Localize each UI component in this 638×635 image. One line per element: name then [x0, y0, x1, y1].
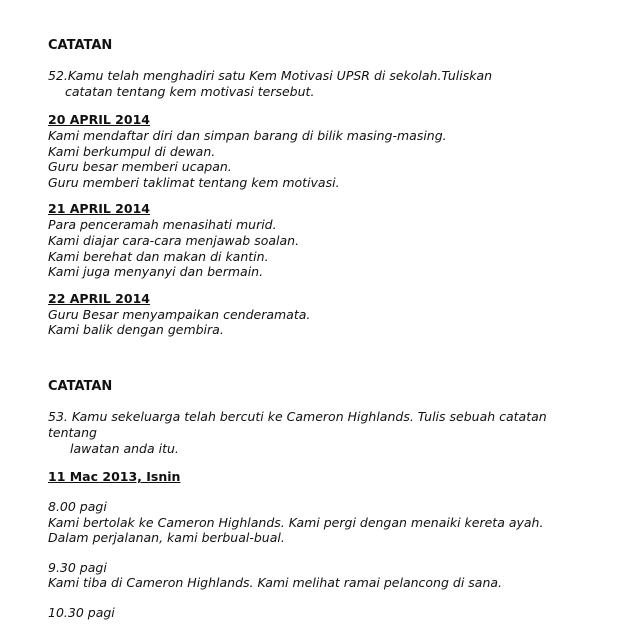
entry-line: Dalam perjalanan, kami berbual-bual. [48, 530, 285, 546]
question-text-continued: lawatan anda itu. [70, 440, 179, 456]
section-heading: CATATAN [48, 378, 113, 394]
entry-line: Kami balik dengan gembira. [48, 322, 224, 338]
section-spacer [48, 349, 608, 377]
entry-line: Kami bertolak ke Cameron Highlands. Kami pergi dengan menaiki kereta ayah. [48, 514, 544, 530]
question-text: 53. Kamu sekeluarga telah bercuti ke Cameron Highlands. Tulis sebuah catatan [48, 408, 547, 424]
entry-line: Guru memberi taklimat tentang kem motivasi. [48, 174, 340, 190]
time-label: 9.30 pagi [48, 559, 107, 575]
question-text-continued: catatan tentang kem motivasi tersebut. [65, 84, 315, 99]
time-entry [48, 605, 608, 621]
entry-line: Kami tiba di Cameron Highlands. Kami melihat ramai pelancong di sana. [48, 575, 502, 591]
entry-date: 11 Mac 2013, Isnin [48, 468, 181, 484]
entry-line: Kami diajar cara-cara menjawab soalan. [48, 232, 300, 248]
entry-block [48, 201, 608, 279]
entry-date: 21 APRIL 2014 [48, 201, 150, 217]
entry-line: Guru besar memberi ucapan. [48, 159, 232, 175]
spacer [48, 485, 608, 499]
entry-date: 20 APRIL 2014 [48, 112, 150, 127]
section-heading: CATATAN [48, 38, 113, 53]
time-label: 10.30 pagi [48, 604, 115, 620]
entry-line: Kami juga menyanyi dan bermain. [48, 264, 264, 280]
entry-line: Kami berehat dan makan di kantin. [48, 248, 269, 264]
question-text: 52.Kamu telah menghadiri satu Kem Motivasi UPSR di sekolah.Tuliskan [48, 68, 493, 83]
question-52 [48, 68, 608, 100]
entry-block [48, 291, 608, 338]
entry-date: 22 APRIL 2014 [48, 290, 150, 306]
entry-line: Kami mendaftar diri dan simpan barang di bilik masing-masing. [48, 128, 447, 143]
entry-block [48, 112, 608, 190]
document-page [48, 36, 608, 635]
entry-line: Kami berkumpul di dewan. [48, 143, 216, 159]
question-text-wrap: tentang [48, 424, 97, 440]
time-entry [48, 499, 608, 546]
time-label: 8.00 pagi [48, 498, 107, 514]
question-53 [48, 409, 608, 457]
time-entry [48, 560, 608, 591]
entry-line: Guru Besar menyampaikan cenderamata. [48, 306, 311, 322]
entry-line: Para penceramah menasihati murid. [48, 217, 277, 233]
